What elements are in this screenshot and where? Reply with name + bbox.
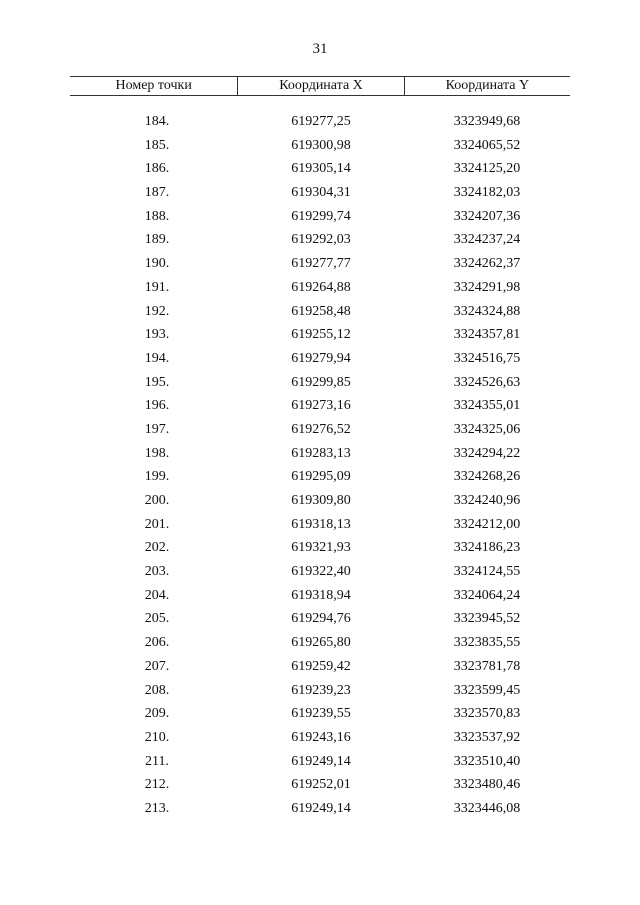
coordinate-x-cell: 619299,74 bbox=[291, 208, 351, 224]
table-row bbox=[70, 397, 570, 421]
table-row bbox=[70, 231, 570, 255]
point-number-cell: 213. bbox=[144, 800, 170, 816]
coordinate-y-cell: 3324186,23 bbox=[453, 540, 521, 556]
coordinate-y-cell: 3324207,36 bbox=[453, 208, 521, 224]
table-row bbox=[70, 279, 570, 303]
point-number-cell: 194. bbox=[144, 350, 170, 366]
point-number-cell: 189. bbox=[144, 232, 170, 248]
coordinate-x-cell: 619304,31 bbox=[291, 185, 351, 201]
point-number-cell: 208. bbox=[144, 682, 170, 698]
point-number-cell: 212. bbox=[144, 777, 170, 793]
table-row bbox=[70, 160, 570, 184]
coordinate-y-cell: 3324237,24 bbox=[453, 232, 521, 248]
coordinate-y-cell: 3324212,00 bbox=[453, 516, 521, 532]
coordinate-y-cell: 3324526,63 bbox=[453, 374, 521, 390]
point-number-cell: 192. bbox=[144, 303, 170, 319]
table-row bbox=[70, 682, 570, 706]
coordinate-y-cell: 3323510,40 bbox=[453, 753, 521, 769]
coordinate-x-cell: 619318,13 bbox=[291, 516, 351, 532]
coordinate-x-cell: 619277,25 bbox=[291, 114, 351, 129]
table-row bbox=[70, 255, 570, 279]
point-number-cell: 195. bbox=[144, 374, 170, 390]
coordinate-x-cell: 619249,14 bbox=[291, 753, 351, 769]
table-row bbox=[70, 137, 570, 161]
table-row bbox=[70, 776, 570, 800]
table-row bbox=[70, 374, 570, 398]
coordinate-y-cell: 3323949,68 bbox=[453, 114, 521, 129]
table-row bbox=[70, 350, 570, 374]
point-number-cell: 205. bbox=[144, 611, 170, 627]
coordinate-x-cell: 619305,14 bbox=[291, 161, 351, 177]
coordinate-y-cell: 3324064,24 bbox=[453, 587, 521, 603]
point-number-cell: 198. bbox=[144, 445, 170, 461]
coordinate-y-cell: 3323781,78 bbox=[453, 658, 521, 674]
table-row bbox=[70, 563, 570, 587]
coordinate-y-cell: 3324182,03 bbox=[453, 185, 521, 201]
point-number-cell: 184. bbox=[144, 114, 170, 129]
coordinate-y-cell: 3323945,52 bbox=[453, 611, 521, 627]
coordinate-y-cell: 3324240,96 bbox=[453, 493, 521, 508]
table-row bbox=[70, 421, 570, 445]
coordinate-x-cell: 619243,16 bbox=[291, 729, 351, 745]
coordinate-x-cell: 619294,76 bbox=[291, 611, 351, 627]
coordinate-y-cell: 3324291,98 bbox=[453, 279, 521, 295]
point-number-cell: 188. bbox=[144, 208, 170, 224]
coordinate-x-cell: 619322,40 bbox=[291, 564, 351, 580]
table-row bbox=[70, 184, 570, 208]
table-row bbox=[70, 113, 570, 137]
coordinate-x-cell: 619255,12 bbox=[291, 327, 351, 343]
point-number-cell: 187. bbox=[144, 185, 170, 201]
table-row bbox=[70, 729, 570, 753]
table-row bbox=[70, 303, 570, 327]
coordinate-y-cell: 3324065,52 bbox=[453, 137, 521, 153]
coordinate-x-cell: 619276,52 bbox=[291, 421, 351, 437]
table-row bbox=[70, 587, 570, 611]
table-row bbox=[70, 800, 570, 824]
coordinate-x-cell: 619300,98 bbox=[291, 137, 351, 153]
page-number: 31 bbox=[312, 41, 328, 57]
header-coordinate-y: Координата Y bbox=[404, 77, 570, 95]
coordinate-x-cell: 619277,77 bbox=[291, 256, 351, 272]
coordinate-y-cell: 3324516,75 bbox=[453, 350, 521, 366]
point-number-cell: 207. bbox=[144, 658, 170, 674]
coordinate-x-cell: 619259,42 bbox=[291, 658, 351, 674]
coordinate-x-cell: 619292,03 bbox=[291, 232, 351, 248]
table-row bbox=[70, 539, 570, 563]
point-number-cell: 202. bbox=[144, 540, 170, 556]
point-number-cell: 186. bbox=[144, 161, 170, 177]
point-number-cell: 210. bbox=[144, 729, 170, 745]
point-number-cell: 185. bbox=[144, 137, 170, 153]
table-row bbox=[70, 468, 570, 492]
coordinate-x-cell: 619309,80 bbox=[291, 493, 351, 508]
table-header bbox=[70, 76, 570, 96]
table-row bbox=[70, 705, 570, 729]
point-number-cell: 191. bbox=[144, 279, 170, 295]
coordinate-x-cell: 619279,94 bbox=[291, 350, 351, 366]
point-number-cell: 211. bbox=[145, 753, 169, 769]
header-coordinate-x: Координата X bbox=[237, 77, 403, 95]
coordinate-y-cell: 3324124,55 bbox=[453, 564, 521, 580]
coordinate-y-cell: 3323835,55 bbox=[453, 635, 521, 651]
coordinate-x-cell: 619258,48 bbox=[291, 303, 351, 319]
point-number-cell: 199. bbox=[144, 469, 170, 485]
header-point-number: Номер точки bbox=[115, 78, 192, 93]
coordinate-y-cell: 3324355,01 bbox=[453, 398, 521, 414]
coordinate-x-cell: 619252,01 bbox=[291, 777, 351, 793]
coordinate-y-cell: 3324125,20 bbox=[453, 161, 521, 177]
coordinate-y-cell: 3324294,22 bbox=[453, 445, 521, 461]
coordinate-x-cell: 619249,14 bbox=[291, 800, 351, 816]
coordinate-y-cell: 3324262,37 bbox=[453, 256, 521, 272]
coordinate-x-cell: 619273,16 bbox=[291, 398, 351, 414]
coordinate-x-cell: 619239,23 bbox=[291, 682, 351, 698]
point-number-cell: 201. bbox=[144, 516, 170, 532]
coordinate-x-cell: 619321,93 bbox=[291, 540, 351, 556]
coordinate-y-cell: 3324325,06 bbox=[453, 421, 521, 437]
point-number-cell: 203. bbox=[144, 564, 170, 580]
coordinate-x-cell: 619295,09 bbox=[291, 469, 351, 485]
table-row bbox=[70, 445, 570, 469]
coordinate-x-cell: 619318,94 bbox=[291, 587, 351, 603]
coordinate-y-cell: 3323480,46 bbox=[453, 777, 521, 793]
coordinate-x-cell: 619265,80 bbox=[291, 635, 351, 651]
point-number-cell: 204. bbox=[144, 587, 170, 603]
table-row bbox=[70, 634, 570, 658]
table-row bbox=[70, 326, 570, 350]
coordinate-y-cell: 3323446,08 bbox=[453, 800, 521, 816]
coordinate-x-cell: 619264,88 bbox=[291, 279, 351, 295]
coordinate-y-cell: 3323570,83 bbox=[453, 706, 521, 722]
table-row bbox=[70, 610, 570, 634]
point-number-cell: 190. bbox=[144, 256, 170, 272]
point-number-cell: 206. bbox=[144, 635, 170, 651]
table-row bbox=[70, 492, 570, 516]
point-number-cell: 209. bbox=[144, 706, 170, 722]
table-row bbox=[70, 658, 570, 682]
table-row bbox=[70, 516, 570, 540]
coordinate-y-cell: 3323537,92 bbox=[453, 729, 521, 745]
table-body bbox=[70, 113, 570, 824]
coordinates-table bbox=[70, 76, 570, 824]
point-number-cell: 196. bbox=[144, 398, 170, 414]
coordinate-x-cell: 619299,85 bbox=[291, 374, 351, 390]
table-row bbox=[70, 753, 570, 777]
coordinate-y-cell: 3324268,26 bbox=[453, 469, 521, 485]
coordinate-x-cell: 619283,13 bbox=[291, 445, 351, 461]
coordinate-x-cell: 619239,55 bbox=[291, 706, 351, 722]
point-number-cell: 200. bbox=[144, 493, 170, 508]
table-row bbox=[70, 208, 570, 232]
coordinate-y-cell: 3323599,45 bbox=[453, 682, 521, 698]
point-number-cell: 197. bbox=[144, 421, 170, 437]
point-number-cell: 193. bbox=[144, 327, 170, 343]
coordinate-y-cell: 3324357,81 bbox=[453, 327, 521, 343]
coordinate-y-cell: 3324324,88 bbox=[453, 303, 521, 319]
